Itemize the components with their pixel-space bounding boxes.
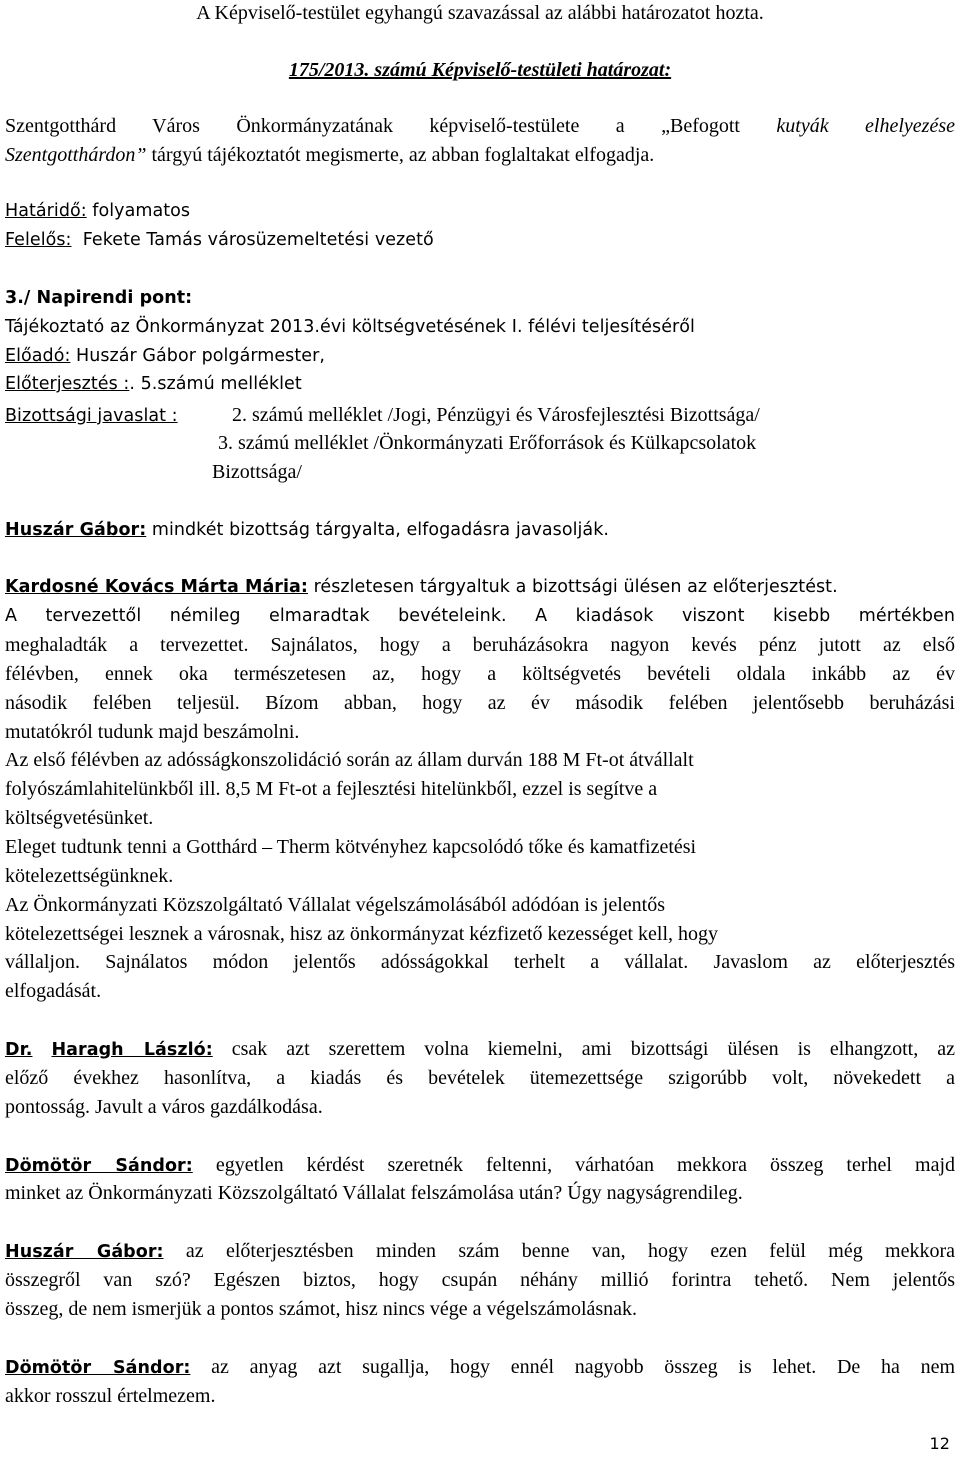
resolution-line-2	[5, 142, 955, 168]
speaker-3-line-1	[5, 1036, 955, 1063]
deadline-line	[5, 198, 955, 224]
speaker-name: Dömötör Sándor:	[5, 1358, 191, 1378]
responsible-label: Felelős:	[5, 230, 72, 250]
resolution-line-1	[5, 113, 955, 139]
speaker-2-line-1	[5, 574, 955, 600]
speaker-2-line-2: A tervezettől némileg elmaradtak bevételeink. A kiadások viszont kisebb mértékben	[5, 606, 955, 626]
resolution-subject-cont: Szentgotthárdon”	[5, 144, 147, 166]
proposal-line	[5, 371, 955, 397]
speaker-text: az előterjesztésben minden szám benne van, hogy ezen felül még mekkora	[163, 1240, 955, 1262]
proposal-value: . 5.számú melléklet	[129, 374, 302, 394]
speaker-text: csak azt szerettem volna kiemelni, ami bizottsági ülésen is elhangzott, az	[212, 1038, 955, 1060]
resolution-title: 175/2013. számú Képviselő-testületi határozat:	[288, 59, 672, 81]
committee-label: Bizottsági javaslat :	[5, 406, 178, 426]
presenter-value: Huszár Gábor polgármester,	[70, 346, 325, 366]
resolution-text: Szentgotthárd Város Önkormányzatának képviselő-testülete a „Befogott	[5, 115, 777, 137]
speaker-5-line-3: összeg, de nem ismerjük a pontos számot, hisz nincs vége a végelszámolásnak.	[5, 1298, 638, 1320]
committee-line-1: 2. számú melléklet /Jogi, Pénzügyi és Városfejlesztési Bizottsága/	[232, 404, 760, 426]
speaker-2-line-8: folyószámlahitelünkből ill. 8,5 M Ft-ot a fejlesztési hitelünkből, ezzel is segítve a	[5, 778, 658, 800]
speaker-2-line-7: Az első félévben az adósságkonszolidáció során az állam durván 188 M Ft-ot átvállalt	[5, 749, 694, 771]
committee-line-3: Bizottsága/	[212, 461, 302, 483]
speaker-2-line-9: költségvetésünket.	[5, 807, 154, 829]
deadline-value: folyamatos	[86, 201, 191, 221]
speaker-2-line-5: násodik felében teljesül. Bízom abban, hogy az év második felében jelentősebb beruházási	[5, 692, 955, 714]
speaker-2-line-4: félévben, ennek oka természetesen az, hogy a költségvetés bevételi oldala inkább az év	[5, 663, 955, 685]
presenter-line	[5, 343, 955, 369]
speaker-name: Dömötör Sándor:	[5, 1156, 193, 1176]
speaker-text: részletesen tárgyaltuk a bizottsági ülésen az előterjesztést.	[307, 577, 838, 597]
speaker-text: az anyag azt sugallja, hogy ennél nagyobb összeg is lehet. De ha nem	[190, 1356, 956, 1378]
speaker-3-line-2: előző évekhez hasonlítva, a kiadás és bevételek ütemezettsége szigorúbb volt, növekedett a	[5, 1067, 955, 1089]
resolution-subject: kutyák elhelyezése	[776, 115, 955, 137]
speaker-name: Huszár Gábor:	[5, 520, 147, 540]
speaker-5-line-1	[5, 1238, 955, 1265]
speaker-6-line-1	[5, 1354, 955, 1381]
speaker-2-line-3: meghaladták a tervezettet. Sajnálatos, hogy a beruházásokra nagyon kevés pénz jutott az első	[5, 634, 955, 656]
speaker-2-line-12: Az Önkormányzati Közszolgáltató Vállalat végelszámolásából adódóan is jelentős	[5, 894, 665, 916]
speaker-2-line-13: kötelezettségei lesznek a városnak, hisz az önkormányzat kézfizető kezességet kell, hogy	[5, 923, 719, 945]
proposal-label: Előterjesztés :	[5, 374, 130, 394]
speaker-name: Haragh László:	[51, 1040, 213, 1060]
speaker-text: mindkét bizottság tárgyalta, elfogadásra javasolják.	[146, 520, 610, 540]
page-number: 12	[929, 1434, 950, 1453]
speaker-2-line-15: elfogadását.	[5, 980, 102, 1002]
responsible-value: Fekete Tamás városüzemeltetési vezető	[71, 230, 434, 250]
speaker-3-line-3: pontosság. Javult a város gazdálkodása.	[5, 1096, 323, 1118]
intro-text: A Képviselő-testület egyhangú szavazással az alábbi határozatot hozta.	[196, 2, 764, 24]
speaker-2-line-14: vállaljon. Sajnálatos módon jelentős adósságokkal terhelt a vállalat. Javaslom az előterjesztés	[5, 951, 955, 973]
agenda-topic: Tájékoztató az Önkormányzat 2013.évi költségvetésének I. félévi teljesítéséről	[5, 317, 695, 337]
speaker-2-line-6: mutatókról tudunk majd beszámolni.	[5, 721, 300, 743]
speaker-5-line-2: összegről van szó? Egészen biztos, hogy csupán néhány millió forintra tehető. Nem jelentős	[5, 1269, 955, 1291]
speaker-title: Dr.	[5, 1040, 33, 1060]
speaker-4-line-2: minket az Önkormányzati Közszolgáltató Vállalat felszámolása után? Úgy nagyságrendileg.	[5, 1182, 743, 1204]
agenda-heading: 3./ Napirendi pont:	[5, 288, 193, 308]
speaker-2-line-10: Eleget tudtunk tenni a Gotthárd – Therm kötvényhez kapcsolódó tőke és kamatfizetési	[5, 836, 697, 858]
speaker-6-line-2: akkor rosszul értelmezem.	[5, 1385, 216, 1407]
speaker-name: Kardosné Kovács Márta Mária:	[5, 577, 308, 597]
resolution-text-cont: tárgyú tájékoztatót megismerte, az abban foglaltakat elfogadja.	[146, 144, 655, 166]
responsible-line	[5, 227, 955, 253]
speaker-name: Huszár Gábor:	[5, 1242, 164, 1262]
speaker-2-line-11: kötelezettségünknek.	[5, 865, 174, 887]
committee-line-2: 3. számú melléklet /Önkormányzati Erőforrások és Külkapcsolatok	[218, 432, 757, 454]
speaker-text: egyetlen kérdést szeretnék feltenni, várhatóan mekkora összeg terhel majd	[192, 1154, 956, 1176]
speaker-1-line	[5, 517, 955, 543]
deadline-label: Határidő:	[5, 201, 87, 221]
presenter-label: Előadó:	[5, 346, 71, 366]
speaker-4-line-1	[5, 1152, 955, 1179]
